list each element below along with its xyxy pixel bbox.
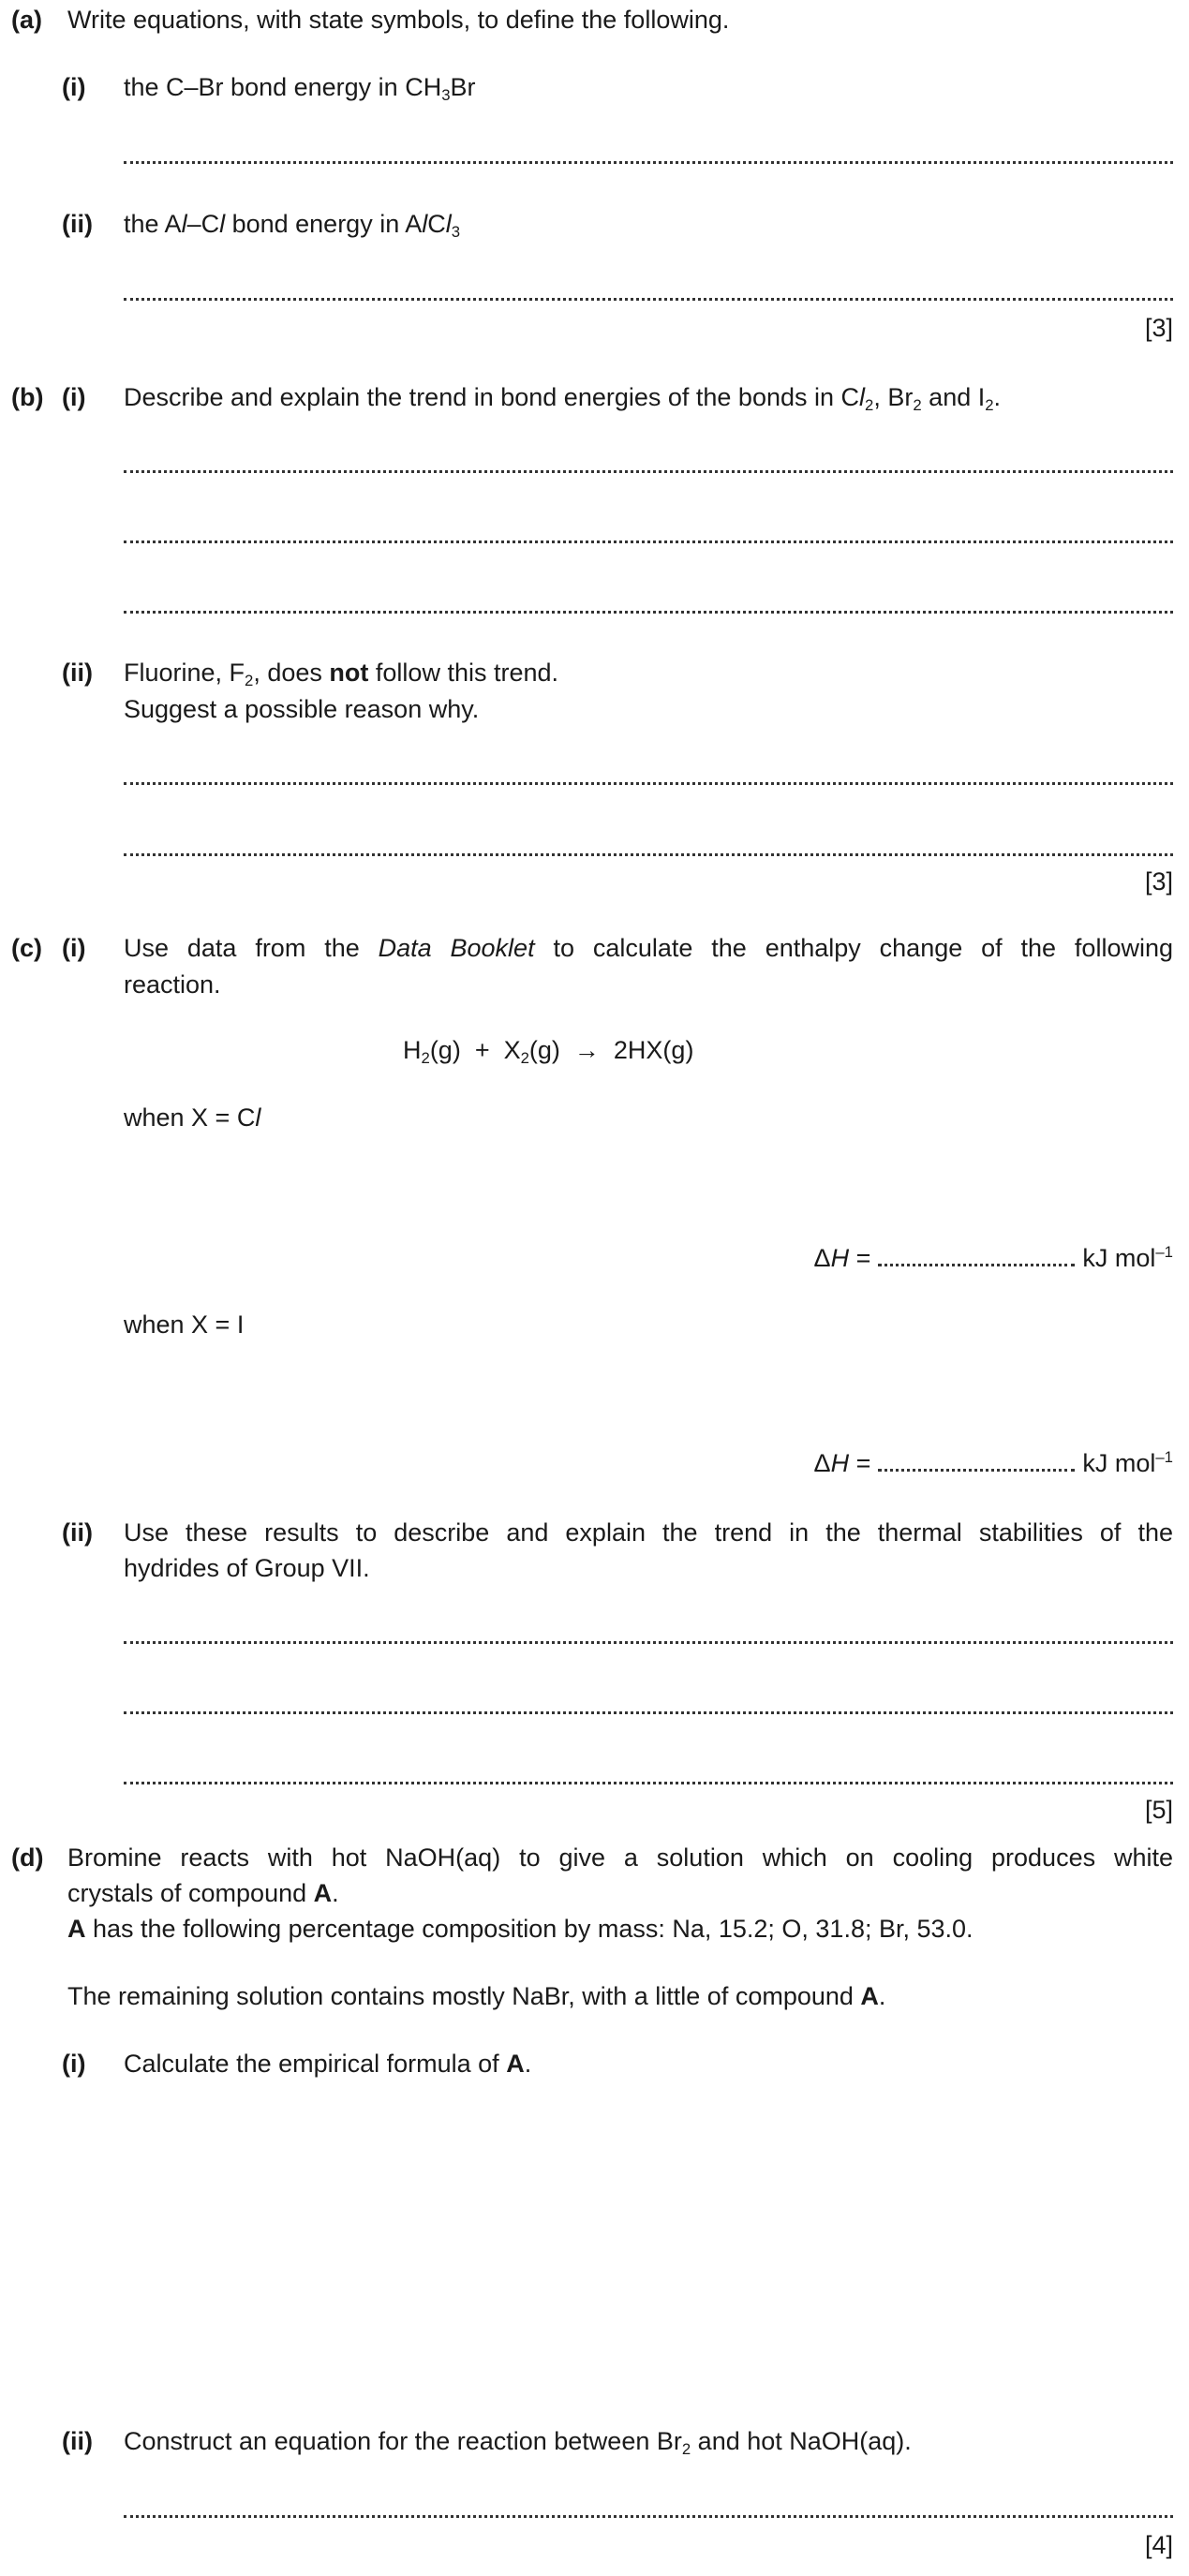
part-c-i-text-1: Use data from the Data Booklet to calculate the enthalpy change of the following (124, 934, 1173, 962)
part-c-ii-text-2: hydrides of Group VII. (124, 1554, 370, 1582)
marks-b: [3] (1144, 867, 1173, 896)
part-a-label: (a) (11, 6, 42, 34)
part-b-ii-text-2: Suggest a possible reason why. (124, 695, 480, 723)
part-b-ii-label: (ii) (62, 659, 93, 687)
part-b-i-text: Describe and explain the trend in bond energies of the bonds in $Cl_2$, $Br_2$ and $I_2$. (124, 383, 1002, 415)
part-d-ii-text: Construct an equation for the reaction between $Br_2$ and hot NaOH(aq). (124, 2427, 912, 2459)
answer-line-c-ii-1[interactable] (124, 1641, 1173, 1644)
when-x-i: when X = I (124, 1310, 245, 1339)
answer-line-b-i-1[interactable] (124, 470, 1173, 473)
answer-line-c-ii-2[interactable] (124, 1711, 1173, 1714)
answer-line-b-ii-1[interactable] (124, 782, 1173, 785)
part-b-ii-text-1: Fluorine, $F_2$, does not follow this trend. (124, 659, 558, 690)
part-d-text-3: A has the following percentage composition by mass: Na, 15.2; O, 31.8; Br, 53.0. (67, 1915, 973, 1943)
part-c-i-text-2: reaction. (124, 970, 221, 999)
part-d-text-2: crystals of compound A. (67, 1879, 339, 1907)
delta-h-answer-2: ΔH = kJ mol$^{-1}$ (813, 1447, 1173, 1477)
part-a-i-text: the C–Br bond energy in $CH_3Br$ (124, 73, 476, 105)
marks-d: [4] (1144, 2531, 1173, 2559)
part-b-i-label: (i) (62, 383, 86, 411)
answer-line-c-ii-3[interactable] (124, 1782, 1173, 1784)
part-a-i-label: (i) (62, 73, 86, 101)
part-c-label: (c) (11, 934, 42, 962)
delta-h-answer-1: ΔH = kJ mol$^{-1}$ (813, 1242, 1173, 1272)
delta-h-input-2[interactable] (878, 1448, 1075, 1472)
when-x-cl: when X = Cl (124, 1103, 261, 1132)
part-d-i-text: Calculate the empirical formula of A. (124, 2050, 532, 2078)
marks-c: [5] (1144, 1796, 1173, 1824)
part-d-ii-label: (ii) (62, 2427, 93, 2455)
part-a-ii-text: the Al–Cl bond energy in AlCl$_3$ (124, 210, 461, 242)
part-d-i-label: (i) (62, 2050, 86, 2078)
part-c-ii-label: (ii) (62, 1518, 93, 1547)
part-a-ii-label: (ii) (62, 210, 93, 238)
part-a-stem: Write equations, with state symbols, to define the following. (67, 6, 730, 34)
answer-line-a-ii[interactable] (124, 298, 1173, 301)
marks-a: [3] (1144, 314, 1173, 342)
part-c-i-label: (i) (62, 934, 86, 962)
delta-h-input-1[interactable] (878, 1243, 1075, 1266)
part-c-ii-text-1: Use these results to describe and explain the trend in the thermal stabilities of the (124, 1518, 1173, 1547)
part-b-label: (b) (11, 383, 44, 411)
part-d-text-4: The remaining solution contains mostly NaBr, with a little of compound A. (67, 1982, 886, 2010)
reaction-equation: $H_2(g) + X_2(g) \to 2HX(g)$ (403, 1036, 694, 1068)
answer-line-b-i-2[interactable] (124, 540, 1173, 543)
answer-line-b-ii-2[interactable] (124, 853, 1173, 856)
part-d-text-1: Bromine reacts with hot NaOH(aq) to give a solution which on cooling produces white (67, 1843, 1173, 1872)
answer-line-a-i[interactable] (124, 161, 1173, 164)
answer-line-b-i-3[interactable] (124, 611, 1173, 614)
answer-line-d-ii[interactable] (124, 2515, 1173, 2518)
part-d-label: (d) (11, 1843, 44, 1872)
